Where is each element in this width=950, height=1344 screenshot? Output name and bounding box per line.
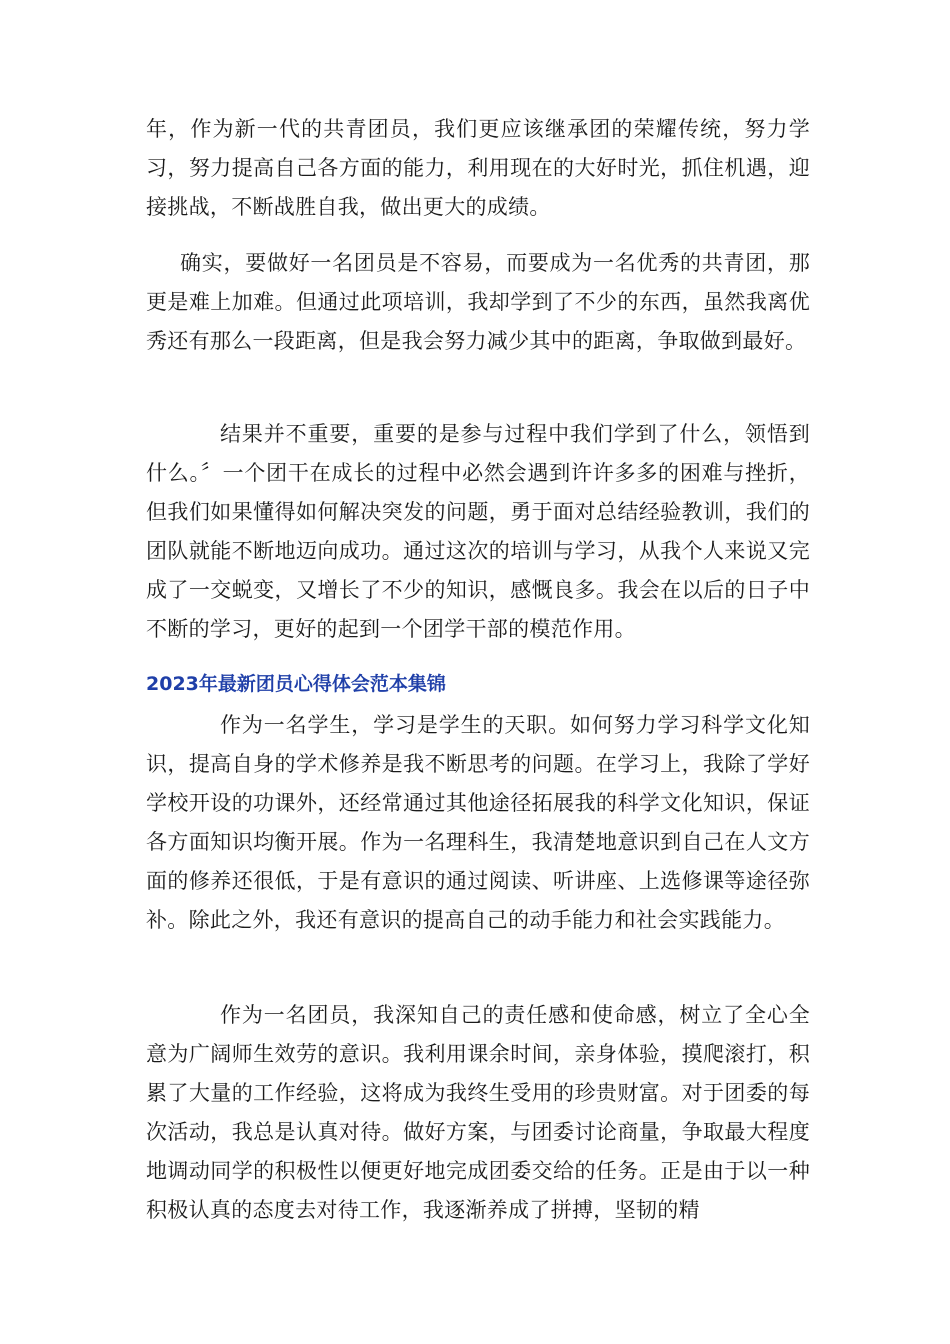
paragraph-2: 确实，要做好一名团员是不容易，而要成为一名优秀的共青团，那更是难上加难。但通过此项培训，我却学到了不少的东西，虽然我离优秀还有那么一段距离，但是我会努力减少其中的距离，争取做到最好。	[146, 251, 810, 353]
paragraph-4: 作为一名学生，学习是学生的天职。如何努力学习科学文化知识，提高自身的学术修养是我不断思考的问题。在学习上，我除了学好学校开设的功课外，还经常通过其他途径拓展我的科学文化知识，保证各方面知识均衡开展。作为一名理科生，我清楚地意识到自己在人文方面的修养还很低，于是有意识的通过阅读、听讲座、上选修课等途径弥补。除此之外，我还有意识的提高自己的动手能力和社会实践能力。	[146, 713, 810, 932]
section-heading: 2023年最新团员心得体会范本集锦	[146, 673, 446, 695]
paragraph-3: 结果并不重要，重要的是参与过程中我们学到了什么，领悟到什么。〞一个团干在成长的过程中必然会遇到许许多多的困难与挫折，但我们如果懂得如何解决突发的问题，勇于面对总结经验教训，我们的团队就能不断地迈向成功。通过这次的培训与学习，从我个人来说又完成了一交蜕变，又增长了不少的知识，感慨良多。我会在以后的日子中不断的学习，更好的起到一个团学干部的模范作用。	[146, 422, 810, 641]
paragraph-1: 年，作为新一代的共青团员，我们更应该继承团的荣耀传统，努力学习，努力提高自己各方面的能力，利用现在的大好时光，抓住机遇，迎接挑战，不断战胜自我，做出更大的成绩。	[146, 117, 810, 219]
paragraph-5: 作为一名团员，我深知自己的责任感和使命感，树立了全心全意为广阔师生效劳的意识。我利用课余时间，亲身体验，摸爬滚打，积累了大量的工作经验，这将成为我终生受用的珍贵财富。对于团委的每次活动，我总是认真对待。做好方案，与团委讨论商量，争取最大程度地调动同学的积极性以便更好地完成团委交给的任务。正是由于以一种积极认真的态度去对待工作，我逐渐养成了拼搏，坚韧的精	[146, 1003, 810, 1222]
